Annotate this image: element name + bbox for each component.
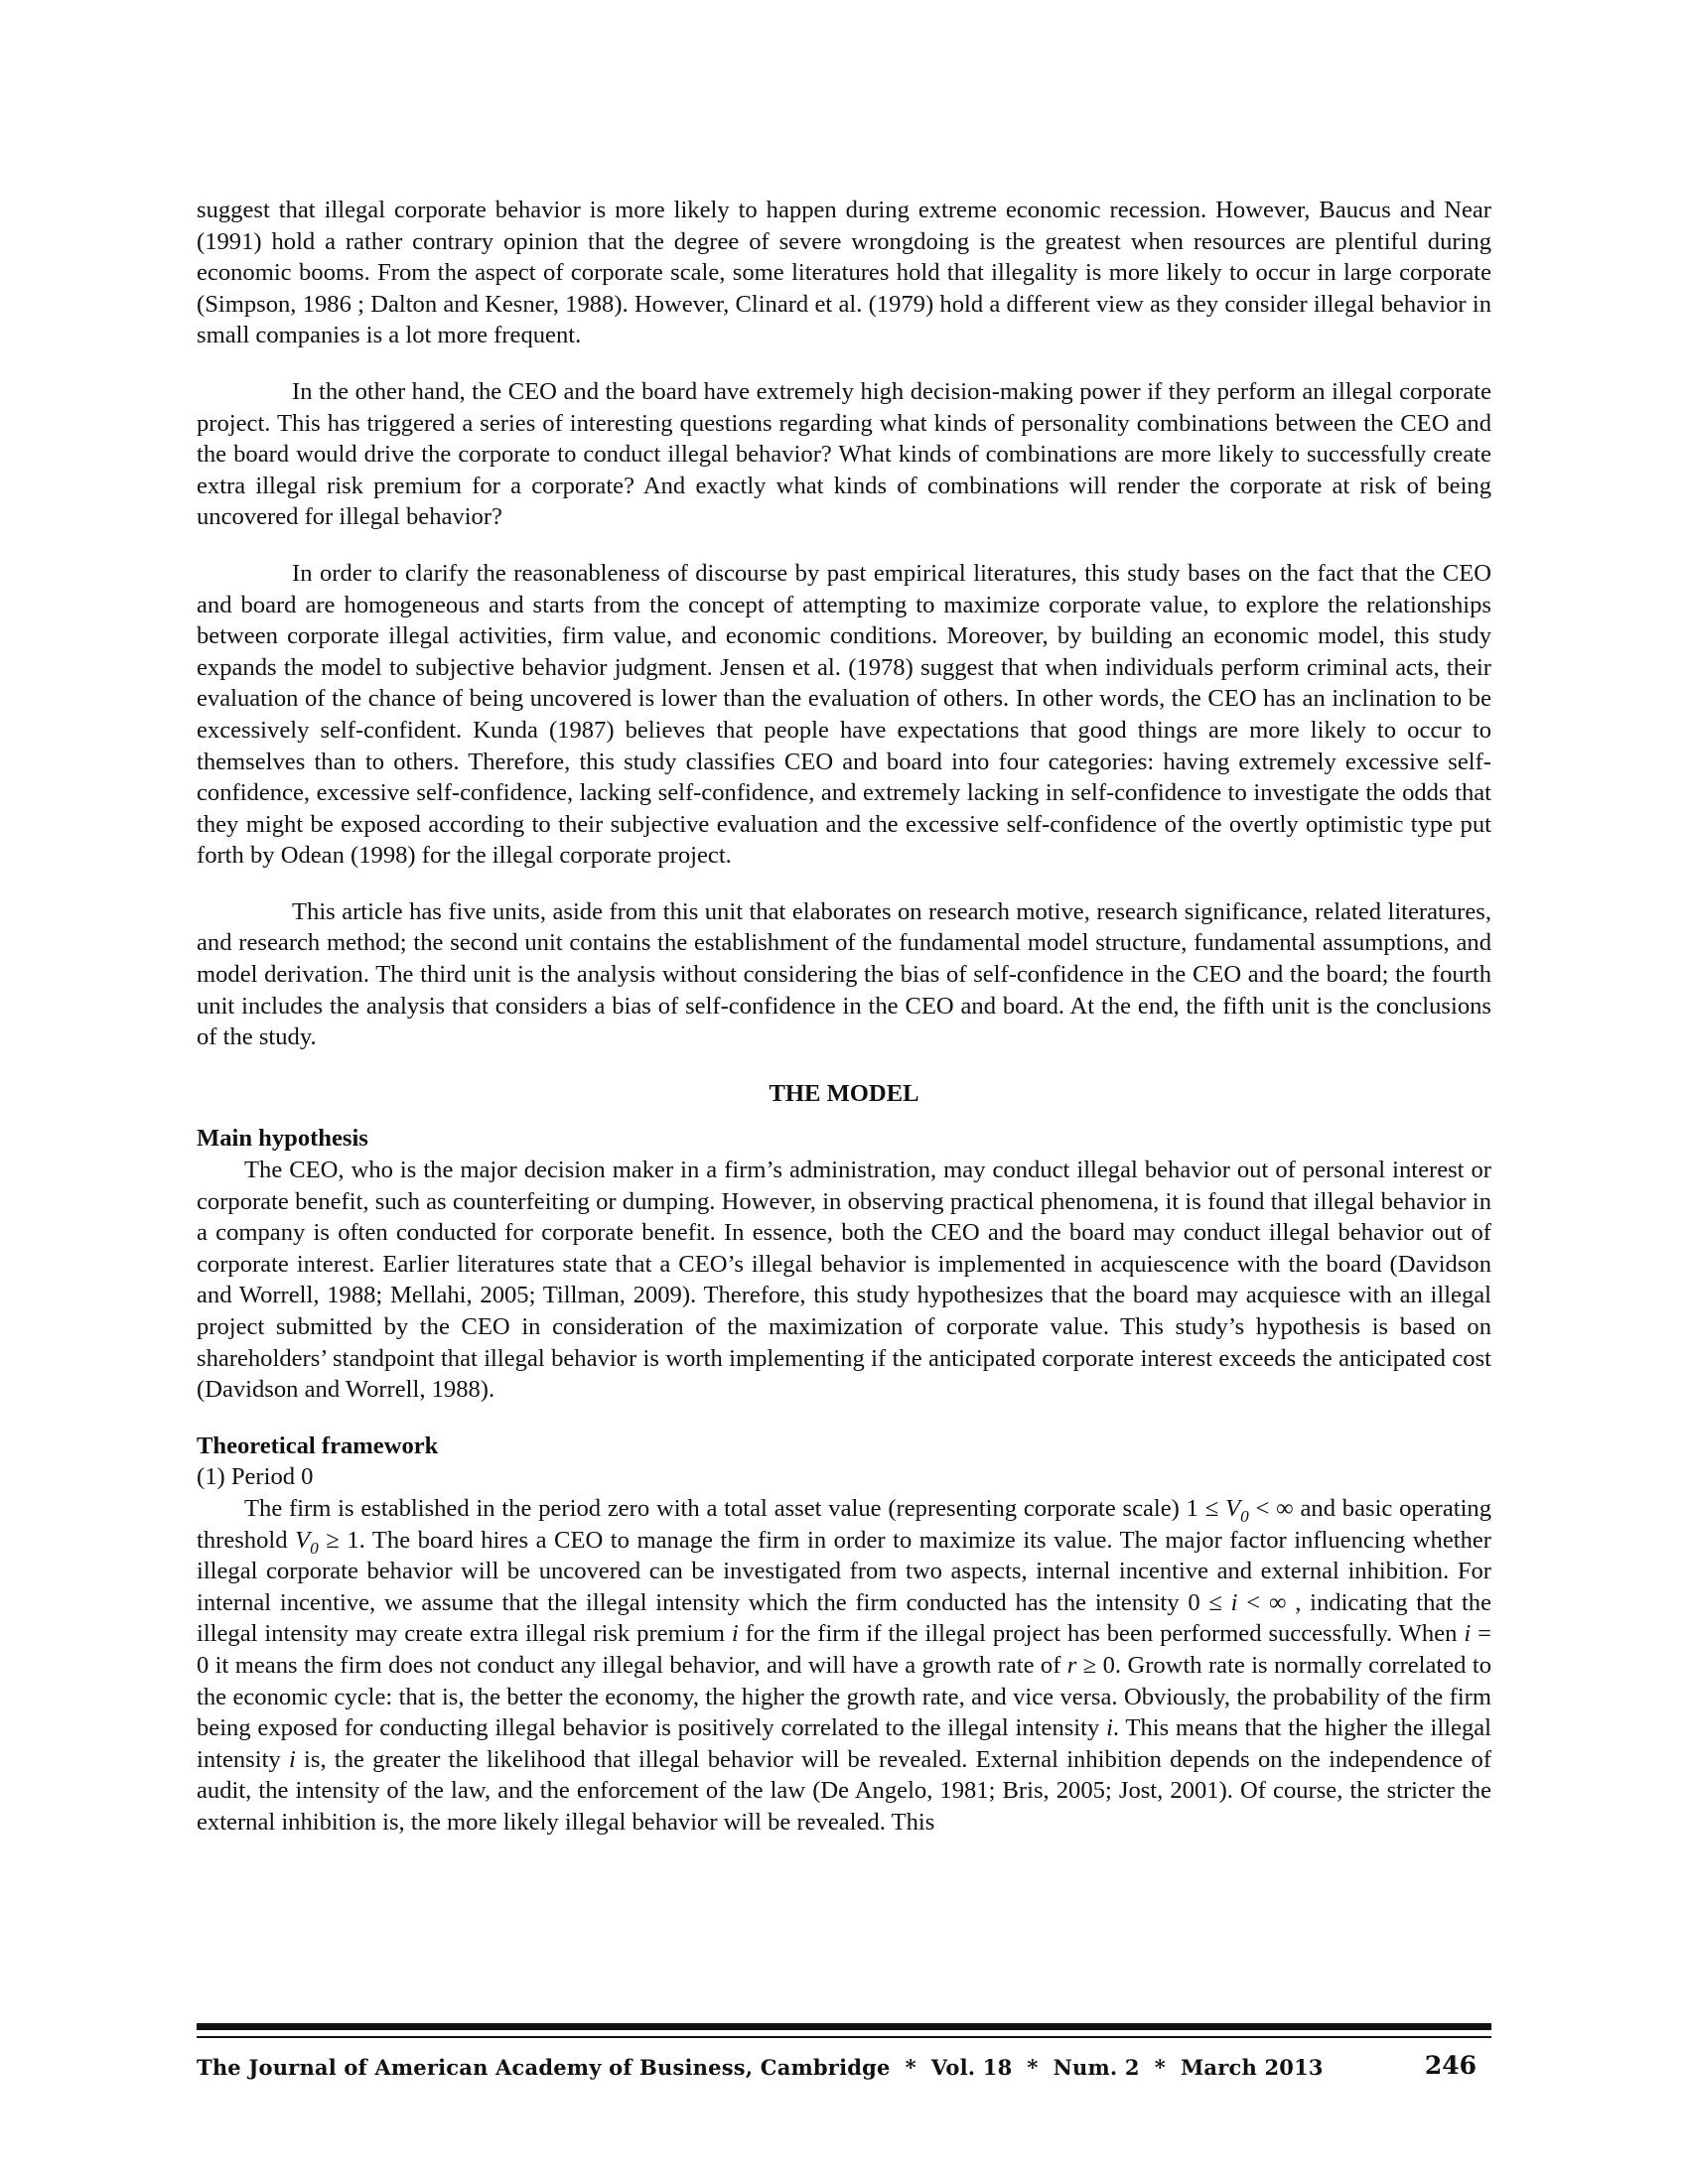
footer-journal-citation: The Journal of American Academy of Business, Cambridge * Vol. 18 * Num. 2 * March 2013	[197, 2055, 1324, 2080]
text-run: for the firm if the illegal project has been performed successfully. When	[738, 1620, 1465, 1648]
theoretical-framework-text	[197, 1493, 1491, 1839]
variable-i: i	[1230, 1588, 1238, 1616]
section-title: THE MODEL	[769, 1079, 919, 1107]
body-text	[197, 195, 1491, 1839]
variable-i: i	[1106, 1714, 1113, 1742]
text-run: is, the greater the likelihood that illegal behavior will be revealed. External inhibition depends on the independence of audit, the intensity of the law, and the enforcement of the law (De Angelo, 1981; Bris, 2005; Jost, 2001). Of course, the stricter the external inhibition is, the more likely illegal behavior will be revealed. This	[197, 1745, 1492, 1836]
text-run: < ∞ and basic operating threshold	[197, 1494, 1492, 1554]
paragraph-3: In order to clarify the reasonableness of discourse by past empirical literatures, this study bases on the fact that the CEO and board are homogeneous and starts from the concept of attempting to maximize corporate value, to explore the relationships between corporate illegal activities, firm value, and economic conditions. Moreover, by building an economic model, this study expands the model to subjective behavior judgment. Jensen et al. (1978) suggest that when individuals perform criminal acts, their evaluation of the chance of being uncovered is lower than the evaluation of others. In other words, the CEO has an inclination to be excessively self-confident. Kunda (1987) believes that people have expectations that good things are more likely to occur to themselves than to others. Therefore, this study classifies CEO and board into four categories: having extremely excessive self-confidence, excessive self-confidence, lacking self-confidence, and extremely lacking in self-confidence to investigate the odds that they might be exposed according to their subjective evaluation and the excessive self-confidence of the overtly optimistic type put forth by Odean (1998) for the illegal corporate project.	[197, 559, 1491, 870]
theoretical-framework-heading: Theoretical framework	[197, 1432, 439, 1459]
paragraph-4: This article has five units, aside from this unit that elaborates on research motive, research significance, related literatures, and research method; the second unit contains the establishment of the fundamental model structure, fundamental assumptions, and model derivation. The third unit is the analysis without considering the bias of self-confidence in the CEO and the board; the fourth unit includes the analysis that considers a bias of self-confidence in the CEO and board. At the end, the fifth unit is the conclusions of the study.	[197, 897, 1491, 1051]
main-hypothesis-heading: Main hypothesis	[197, 1125, 368, 1153]
paragraph-2: In the other hand, the CEO and the board have extremely high decision-making power if they perform an illegal corporate project. This has triggered a series of interesting questions regarding what kinds of personality combinations between the CEO and the board would drive the corporate to conduct illegal behavior? What kinds of combinations are more likely to successfully create extra illegal risk premium for a corporate? And exactly what kinds of combinations will render the corporate at risk of being uncovered for illegal behavior?	[197, 377, 1491, 531]
variable-symbol: V	[295, 1526, 311, 1554]
main-hypothesis-text: The CEO, who is the major decision maker in a firm’s administration, may conduct illegal behavior out of personal interest or corporate benefit, such as counterfeiting or dumping. However, in observing practical phenomena, it is found that illegal behavior in a company is often conducted for corporate benefit. In essence, both the CEO and the board may conduct illegal behavior out of corporate interest. Earlier literatures state that a CEO’s illegal behavior is implemented in acquiescence with the board (Davidson and Worrell, 1988; Mellahi, 2005; Tillman, 2009). Therefore, this study hypothesizes that the board may acquiesce with an illegal project submitted by the CEO in consideration of the maximization of corporate value. This study’s hypothesis is based on shareholders’ standpoint that illegal behavior is worth implementing if the anticipated corporate interest exceeds the anticipated cost (Davidson and Worrell, 1988).	[197, 1157, 1491, 1404]
footer-rule-thick	[197, 2023, 1491, 2030]
text-run: = 0 it means the firm does not conduct any illegal behavior, and will have a growth rate of	[197, 1620, 1491, 1679]
variable-v0	[1225, 1494, 1249, 1526]
variable-symbol: V	[1225, 1494, 1241, 1522]
variable-r: r	[1066, 1651, 1077, 1679]
variable-i: i	[731, 1620, 739, 1648]
paragraph-1: suggest that illegal corporate behavior is more likely to happen during extreme economic recession. However, Baucus and Near (1991) hold a rather contrary opinion that the degree of severe wrongdoing is the greatest when resources are plentiful during economic booms. From the aspect of corporate scale, some literatures hold that illegality is more likely to occur in large corporate (Simpson, 1986 ; Dalton and Kesner, 1988). However, Clinard et al. (1979) hold a different view as they consider illegal behavior in small companies is a lot more frequent.	[197, 197, 1491, 349]
page-number: 246	[1424, 2051, 1477, 2080]
text-run: ≥ 1. The board hires a CEO to manage the firm in order to maximize its value. The major factor influencing whether illegal corporate behavior will be uncovered can be investigated from two aspects, internal incentive and external inhibition. For internal incentive, we assume that the illegal intensity which the firm conducted has the intensity 0 ≤	[197, 1526, 1491, 1616]
variable-subscript: 0	[1240, 1506, 1249, 1526]
variable-subscript: 0	[310, 1538, 319, 1558]
variable-v0	[295, 1526, 319, 1558]
footer-rule-thin	[197, 2036, 1491, 2038]
period-label: (1) Period 0	[197, 1463, 314, 1491]
text-run: . This means that the higher the illegal intensity	[197, 1714, 1491, 1773]
variable-i: i	[1464, 1620, 1472, 1648]
variable-i: i	[288, 1745, 296, 1773]
text-run: ≥ 0. Growth rate is normally correlated to the economic cycle: that is, the better the economy, the higher the growth rate, and vice versa. Obviously, the probability of the firm being exposed for conducting illegal behavior is positively correlated to the illegal intensity	[197, 1651, 1491, 1742]
text-run: The firm is established in the period zero with a total asset value (representing corporate scale) 1 ≤	[244, 1494, 1226, 1522]
text-run: < ∞ , indicating that the illegal intensity may create extra illegal risk premium	[197, 1588, 1492, 1648]
